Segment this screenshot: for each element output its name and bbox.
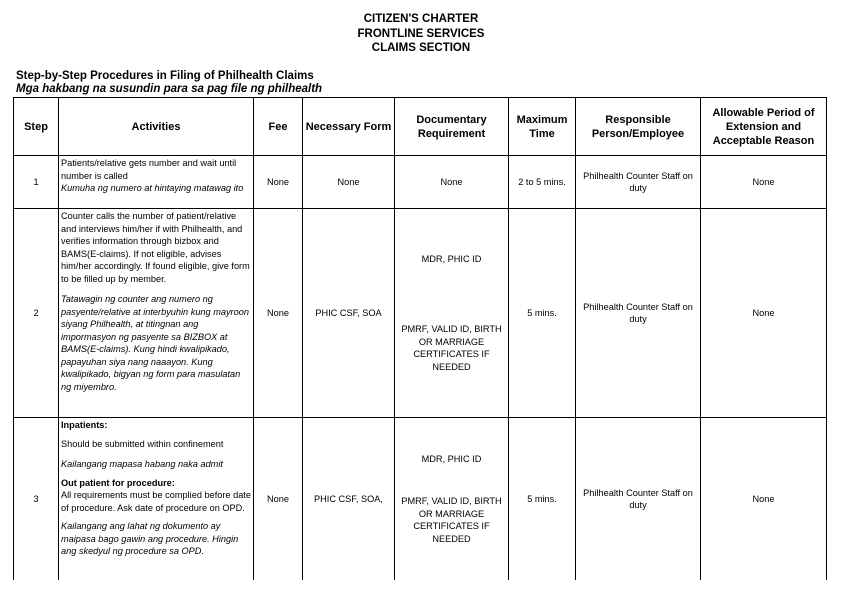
doc-cell: None xyxy=(395,156,509,209)
outpatient-english: All requirements must be complied before date of procedure. Ask date of procedure on OPD. xyxy=(61,490,251,513)
doc-primary: MDR, PHIC ID xyxy=(421,253,482,264)
doc-primary: MDR, PHIC ID xyxy=(421,453,482,464)
form-cell: PHIC CSF, SOA xyxy=(303,209,395,418)
document-header xyxy=(0,12,842,56)
col-header-responsible-person: Responsible Person/Employee xyxy=(576,98,701,156)
col-header-allowable-period: Allowable Period of Extension and Acceptable Reason xyxy=(701,98,827,156)
procedure-title xyxy=(16,70,322,96)
table-row xyxy=(14,156,827,209)
col-header-fee: Fee xyxy=(254,98,303,156)
activity-english: Patients/relative gets number and wait until number is called xyxy=(61,158,237,181)
doc-cell xyxy=(395,418,509,581)
extension-cell: None xyxy=(701,156,827,209)
header-section: CLAIMS SECTION xyxy=(371,42,471,54)
procedure-title-english: Step-by-Step Procedures in Filing of Philhealth Claims xyxy=(16,70,314,82)
col-header-activities: Activities xyxy=(59,98,254,156)
inpatients-english: Should be submitted within confinement xyxy=(61,438,224,449)
activity-cell xyxy=(59,209,254,418)
doc-secondary: PMRF, VALID ID, BIRTH OR MARRIAGE CERTIFICATES IF NEEDED xyxy=(401,324,502,372)
inpatients-tagalog: Kailangang mapasa habang naka admit xyxy=(61,459,223,469)
fee-cell: None xyxy=(254,418,303,581)
table-header-row xyxy=(14,98,827,156)
person-cell: Philhealth Counter Staff on duty xyxy=(576,156,701,209)
activity-english: Counter calls the number of patient/relative and interviews him/her if with Philhealth, and verifies information through bizbox and BAMS(E-claims). If not eligible, advises him/her accordingly. If found eligible, give form to be filled up by member. xyxy=(61,211,250,284)
activity-cell xyxy=(59,418,254,581)
time-cell: 2 to 5 mins. xyxy=(509,156,576,209)
inpatients-label: Inpatients: xyxy=(61,420,108,430)
fee-cell: None xyxy=(254,209,303,418)
col-header-necessary-form: Necessary Form xyxy=(303,98,395,156)
step-number: 2 xyxy=(14,209,59,418)
activity-tagalog: Kumuha ng numero at hintaying matawag ito xyxy=(61,183,244,193)
step-number: 1 xyxy=(14,156,59,209)
extension-cell: None xyxy=(701,209,827,418)
outpatient-label: Out patient for procedure: xyxy=(61,477,175,488)
fee-cell: None xyxy=(254,156,303,209)
col-header-maximum-time: Maximum Time xyxy=(509,98,576,156)
person-cell: Philhealth Counter Staff on duty xyxy=(576,418,701,581)
doc-secondary: PMRF, VALID ID, BIRTH OR MARRIAGE CERTIFICATES IF NEEDED xyxy=(401,496,502,544)
activity-cell xyxy=(59,156,254,209)
form-cell: PHIC CSF, SOA, xyxy=(303,418,395,581)
procedure-title-tagalog: Mga hakbang na susundin para sa pag file ng philhealth xyxy=(16,83,323,95)
procedure-table xyxy=(13,97,827,580)
table-row xyxy=(14,418,827,581)
col-header-step: Step xyxy=(14,98,59,156)
extension-cell: None xyxy=(701,418,827,581)
header-subtitle: FRONTLINE SERVICES xyxy=(357,27,485,40)
doc-cell xyxy=(395,209,509,418)
table-row xyxy=(14,209,827,418)
form-cell: None xyxy=(303,156,395,209)
outpatient-tagalog: Kailangang ang lahat ng dokumento ay maipasa bago gawin ang procedure. Hingin ang skedyul ng procedure sa OPD. xyxy=(61,521,239,556)
header-title: CITIZEN'S CHARTER xyxy=(363,13,479,25)
col-header-documentary-requirement: Documentary Requirement xyxy=(395,98,509,156)
time-cell: 5 mins. xyxy=(509,209,576,418)
step-number: 3 xyxy=(14,418,59,581)
time-cell: 5 mins. xyxy=(509,418,576,581)
activity-tagalog: Tatawagin ng counter ang numero ng pasyente/relative at interbyuhin kung mayroon siyang Philhealth, at titingnan ang impormasyon ng pasyente sa BIZBOX at BAMS(E-claims). Kung hindi kwalipikado, papayuhan siya nang naaayon. Kung kwalipikado, bigyan ng form para masulatan ng miyembro. xyxy=(61,294,249,392)
person-cell: Philhealth Counter Staff on duty xyxy=(576,209,701,418)
